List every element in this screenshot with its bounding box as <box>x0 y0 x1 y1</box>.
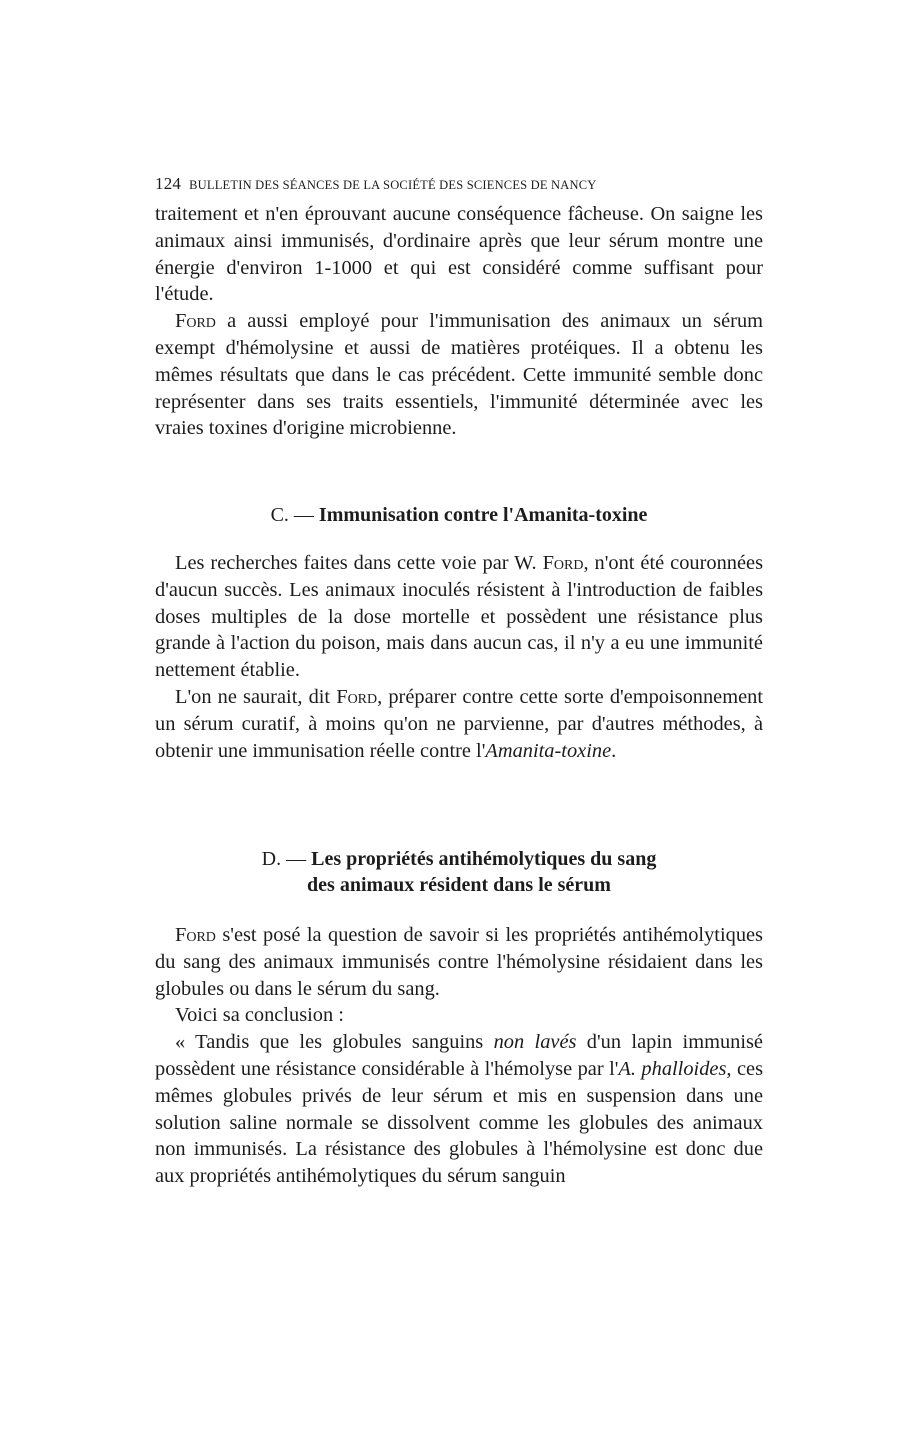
section-c-heading-block <box>155 502 763 528</box>
text-run: « Tandis que les globules sanguins <box>175 1031 494 1054</box>
page-number: 124 <box>155 174 182 193</box>
text-run: s'est posé la question de savoir si les propriétés antihémolytiques du sang des animaux immunisés contre l'hémolysine résidaient dans les globules ou dans le sérum du sang. <box>155 924 763 1000</box>
paragraph-conclusion-intro <box>155 1002 763 1029</box>
paragraph-serum-curatif <box>155 684 763 764</box>
paragraph-question <box>155 922 763 1002</box>
author-name: Ford <box>175 924 216 946</box>
section-c-heading <box>155 502 763 528</box>
section-title-line-2: des animaux résident dans le sérum <box>307 874 611 896</box>
italic-species: A. phalloides <box>618 1057 727 1080</box>
text-run: Voici sa conclusion : <box>175 1004 344 1027</box>
author-name: Ford <box>336 685 378 708</box>
paragraph-text: a aussi employé pour l'immunisation des animaux un sérum exempt d'hémolysine et aussi de matières protéiques. Il a obtenu les mêmes résultats que dans le cas précédent. Cette immunité semble donc représenter dans ses traits essentiels, l'immunité déterminée avec les vraies toxines d'origine microbienne. <box>155 310 763 440</box>
section-title-line-1: Les propriétés antihémolytiques du sang <box>311 848 657 870</box>
italic-term: Amanita-toxine <box>485 739 612 762</box>
author-name: Ford <box>175 310 216 333</box>
text-run: Les recherches faites dans cette voie par W. <box>175 552 543 574</box>
section-label: C. — <box>270 504 314 526</box>
running-header <box>155 174 763 194</box>
paragraph-recherches <box>155 550 763 684</box>
section-d-heading-block <box>155 846 763 898</box>
text-run: , n'ont été couronnées d'aucun succès. Les animaux inoculés résistent à l'introduction de faibles doses multiples de la dose mortelle et possèdent une résistance plus grande à l'action du poison, mais dans aucun cas, il n'y a eu une immunité nettement établie. <box>155 552 763 682</box>
paragraph-block-2 <box>155 550 763 764</box>
running-title: BULLETIN DES SÉANCES DE LA SOCIÉTÉ DES SCIENCES DE NANCY <box>189 178 597 192</box>
paragraph-block-1 <box>155 201 763 442</box>
text-run: L'on ne saurait, dit <box>175 685 337 708</box>
section-d-heading <box>155 846 763 898</box>
text-run: d'un lapin immunisé possèdent une résistance considérable à l'hémolyse par l' <box>155 1031 763 1080</box>
author-name: Ford <box>542 552 584 574</box>
text-run: , ces mêmes globules privés de leur sérum et mis en suspension dans une solution saline normale se dissolvent comme les globules des animaux non immunisés. La résistance des globules à l'hémolysine est donc due aux propriétés antihémolytiques du sérum sanguin <box>155 1057 764 1188</box>
text-run: . <box>611 739 617 762</box>
text-run: , préparer contre cette sorte d'empoisonnement un sérum curatif, à moins qu'on ne parvienne, par d'autres méthodes, à obtenir une immunisation réelle contre l' <box>155 685 763 762</box>
paragraph-ford-immunisation <box>155 308 763 442</box>
paragraph-continuation <box>155 201 763 308</box>
paragraph-quotation <box>155 1029 763 1190</box>
paragraph-block-3 <box>155 922 763 1190</box>
italic-term: non lavés <box>493 1031 577 1054</box>
section-label: D. — <box>261 848 307 870</box>
paragraph-text: traitement et n'en éprouvant aucune conséquence fâcheuse. On saigne les animaux ainsi immunisés, d'ordinaire après que leur sérum montre une énergie d'environ 1-1000 et qui est considéré comme suffisant pour l'étude. <box>155 203 763 306</box>
section-title: Immunisation contre l'Amanita-toxine <box>318 504 648 526</box>
